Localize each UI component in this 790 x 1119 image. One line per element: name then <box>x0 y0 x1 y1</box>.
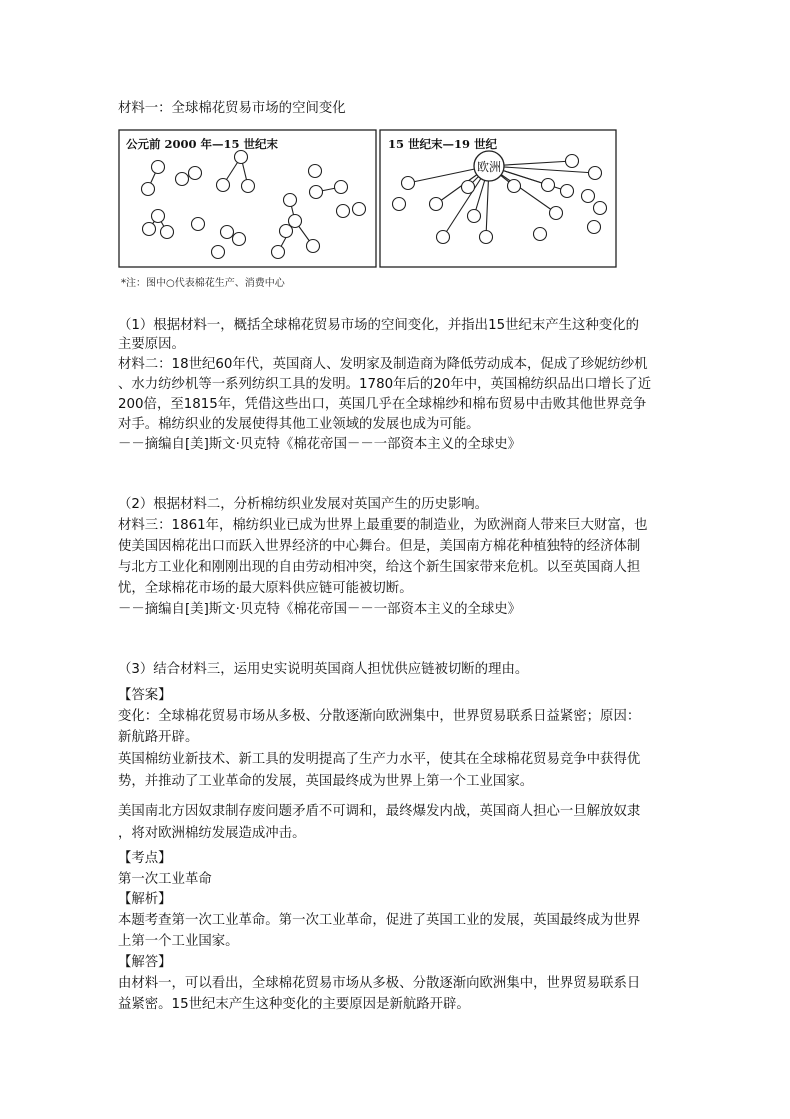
kaodian-header: 【考点】 <box>118 851 172 866</box>
center-node <box>402 177 415 190</box>
center-node <box>212 246 225 259</box>
kaodian-text: 第一次工业革命 <box>118 872 212 887</box>
question-1-line-1: （1）根据材料一，概括全球棉花贸易市场的空间变化，并指出15世纪末产生这种变化的 <box>118 318 640 333</box>
center-node <box>152 210 165 223</box>
center-node <box>480 231 493 244</box>
question-3: （3）结合材料三，运用史实说明英国商人担忧供应链被切断的理由。 <box>118 662 529 677</box>
left-panel-centers <box>142 151 366 259</box>
material2-source: －－摘编自[美]斯文·贝克特《棉花帝国－－一部资本主义的全球史》 <box>118 437 522 452</box>
europe-label: 欧洲 <box>476 160 502 174</box>
material2-line-1: 材料二：18世纪60年代，英国商人、发明家及制造商为降低劳动成本，促成了珍妮纺纱机 <box>118 357 648 372</box>
question-1-line-2: 主要原因。 <box>118 337 185 352</box>
center-node <box>393 198 406 211</box>
center-node <box>582 190 595 203</box>
center-node <box>280 225 293 238</box>
answer-header: 【答案】 <box>118 688 172 703</box>
center-node <box>310 186 323 199</box>
center-node <box>508 180 521 193</box>
material3-line-4: 忧，全球棉花市场的最大原料供应链可能被切断。 <box>118 581 413 596</box>
material2-line-4: 对手。棉纺织业的发展使得其他工业领域的发展也成为可能。 <box>118 417 480 432</box>
center-node <box>566 155 579 168</box>
right-panel-label: 15 世纪末—19 世纪 <box>388 137 498 151</box>
center-node <box>550 207 563 220</box>
center-node <box>307 240 320 253</box>
center-node <box>335 181 348 194</box>
center-node <box>534 228 547 241</box>
material3-line-2: 使美国因棉花出口而跃入世界经济的中心舞台。但是，美国南方棉花种植独特的经济体制 <box>118 539 641 554</box>
jieda-line-1: 由材料一，可以看出，全球棉花贸易市场从多极、分散逐渐向欧洲集中，世界贸易联系日 <box>118 976 641 991</box>
material3-line-3: 与北方工业化和刚刚出现的自由劳动相冲突，给这个新生国家带来危机。以至英国商人担 <box>118 560 641 575</box>
jiexi-header: 【解析】 <box>118 892 172 907</box>
center-node <box>437 231 450 244</box>
jieda-header: 【解答】 <box>118 955 172 970</box>
center-node <box>462 181 475 194</box>
center-node <box>176 173 189 186</box>
center-node <box>189 167 202 180</box>
jiexi-line-2: 上第一个工业国家。 <box>118 934 239 949</box>
center-node <box>221 226 234 239</box>
material2-line-2: 、水力纺纱机等一系列纺织工具的发明。1780年后的20年中，英国棉纺织品出口增长了近 <box>118 377 652 392</box>
center-node <box>192 218 205 231</box>
center-node <box>542 179 555 192</box>
material2-line-3: 200倍，至1815年，凭借这些出口，英国几乎在全球棉纱和棉布贸易中击败其他世界竞争 <box>118 397 647 412</box>
center-node <box>152 161 165 174</box>
figure-svg <box>118 129 618 289</box>
answer-2-line-2: 势，并推动了工业革命的发展，英国最终成为世界上第一个工业国家。 <box>118 774 534 789</box>
answer-3-line-1: 美国南北方因奴隶制存废问题矛盾不可调和，最终爆发内战，英国商人担心一旦解放奴隶 <box>118 804 641 819</box>
center-node <box>284 194 297 207</box>
center-node <box>233 233 246 246</box>
answer-1-line-2: 新航路开辟。 <box>118 730 199 745</box>
center-node <box>242 180 255 193</box>
center-node <box>588 221 601 234</box>
left-panel-label: 公元前 2000 年—15 世纪末 <box>126 137 279 151</box>
answer-2-line-1: 英国棉纺业新技术、新工具的发明提高了生产力水平，使其在全球棉花贸易竞争中获得优 <box>118 752 641 767</box>
center-node <box>337 205 350 218</box>
center-node <box>309 165 322 178</box>
material3-source: －－摘编自[美]斯文·贝克特《棉花帝国－－一部资本主义的全球史》 <box>118 602 522 617</box>
figure-note: *注：图中○代表棉花生产、消费中心 <box>121 278 285 289</box>
question-2: （2）根据材料二，分析棉纺织业发展对英国产生的历史影响。 <box>118 497 489 512</box>
center-node <box>217 179 230 192</box>
jieda-line-2: 益紧密。15世纪末产生这种变化的主要原因是新航路开辟。 <box>118 997 470 1012</box>
cotton-market-figure <box>118 129 618 289</box>
center-node <box>235 151 248 164</box>
center-node <box>161 226 174 239</box>
answer-3-line-2: ，将对欧洲棉纺发展造成冲击。 <box>118 826 306 841</box>
material1-title: 材料一：全球棉花贸易市场的空间变化 <box>118 101 346 116</box>
center-node <box>142 183 155 196</box>
material3-line-1: 材料三：1861年，棉纺织业已成为世界上最重要的制造业，为欧洲商人带来巨大财富，也 <box>118 518 648 533</box>
center-node <box>589 167 602 180</box>
jiexi-line-1: 本题考查第一次工业革命。第一次工业革命，促进了英国工业的发展，英国最终成为世界 <box>118 913 641 928</box>
center-node <box>561 185 574 198</box>
answer-1-line-1: 变化：全球棉花贸易市场从多极、分散逐渐向欧洲集中，世界贸易联系日益紧密；原因： <box>118 709 641 724</box>
center-node <box>594 202 607 215</box>
center-node <box>430 198 443 211</box>
center-node <box>272 246 285 259</box>
center-node <box>353 203 366 216</box>
center-node <box>143 223 156 236</box>
center-node <box>468 210 481 223</box>
